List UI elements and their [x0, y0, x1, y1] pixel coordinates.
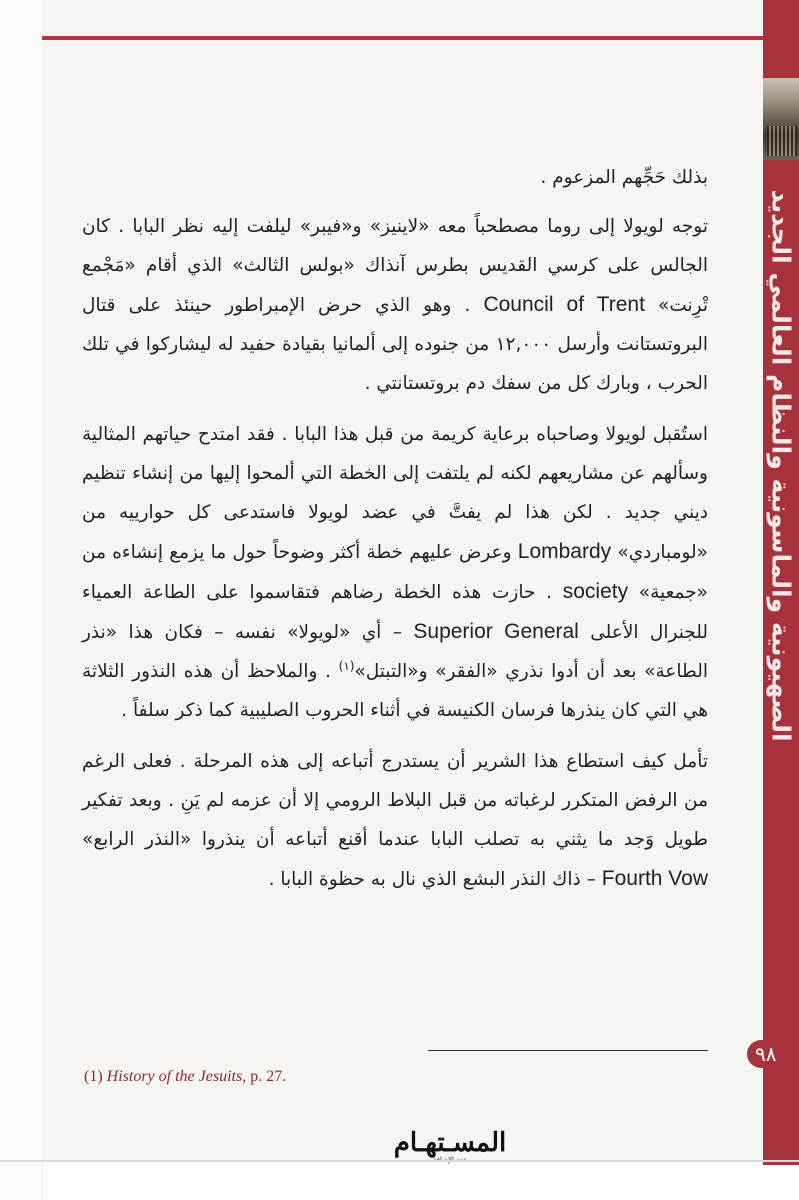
paragraph-2-part-a: استُقبل لويولا وصاحباه برعاية كريمة من قبل هذا البابا . فقد امتدح حياتهم المثالية وسألهم عن مشاريعهم لكنه لم يلتفت إلى الخطة التي ألمحوا إليها من إنشاء تنظيم ديني جديد . لكن هذا لم يفتَّ في عضد لويولا فاستدعى كل حوارييه من «لومباردي» [82, 424, 708, 563]
footnote-divider [428, 1050, 708, 1051]
footnote-page: , p. 27. [242, 1068, 287, 1085]
term-council-of-trent: Council of Trent [483, 293, 645, 316]
page-header-rule [42, 36, 766, 40]
paragraph-2-part-c: . حازت هذه الخطة رضاهم فتقاسموا على الطاعة العمياء للجنرال الأعلى [82, 582, 709, 643]
paragraph-1 [82, 207, 708, 403]
opening-line: بذلك حَجِّهم المزعوم . [540, 167, 708, 188]
footnote-reference[interactable]: (١) [338, 658, 355, 673]
scan-bottom-edge [0, 1160, 799, 1162]
spine-photo-crowd [767, 126, 797, 156]
term-lombardy: Lombardy [517, 540, 612, 563]
paragraph-1-part-a: توجه لويولا إلى روما مصطحباً معه «لاينيز» و«فيبر» ليلفت إليه نظر البابا . كان الجالس على كرسي القديس بطرس آنذاك «بولس الثالث» الذي أقام «مَجْمع تْرِنت» [82, 216, 708, 316]
watermark-logo [393, 1128, 507, 1164]
footnote [84, 1068, 286, 1086]
footnote-marker: (1) [84, 1068, 103, 1085]
paragraph-2-part-b: وعرض عليهم خطة أكثر وضوحاً حول ما يزمع إنشاءه من «جمعية» [82, 542, 708, 603]
page-number: ٩٨ [755, 1042, 777, 1066]
paragraph-1-part-b: . وهو الذي حرض الإمبراطور حينئذ على قتال البروتستانت وأرسل ١٢,٠٠٠ من جنوده إلى ألمانيا بقيادة حفيد له ليشاركوا في تلك الحرب ، وبارك كل من سفك دم بروتستانتي . [82, 295, 708, 394]
spine-title-text: الصهيونية والماسونية والنظام العالمي الجديد [766, 188, 796, 742]
term-superior-general: Superior General [413, 620, 579, 643]
scan-margin-left [0, 0, 43, 1200]
term-society: society [562, 580, 629, 603]
paragraph-3-part-b: – ذاك النذر البشع الذي نال به حظوة البابا . [268, 869, 602, 890]
page-number-tab [747, 1040, 799, 1068]
footnote-source-title: History of the Jesuits [106, 1068, 243, 1085]
paragraph-3 [82, 742, 708, 899]
paragraph-2 [82, 415, 708, 730]
paragraph-3-part-a: تأمل كيف استطاع هذا الشرير أن يستدرج أتباعه إلى هذه المرحلة . فعلى الرغم من الرفض المتكرر لرغباته من قبل البلاط الرومي إلا أن عزمه لم يَنِ . وبعد تفكير طويل وَجد ما يثني به تصلب البابا عندما أقنع أتباعه أن ينذروا «النذر الرابع» [82, 751, 708, 850]
spine-title [765, 185, 797, 745]
page-body-text [82, 158, 708, 911]
watermark-text: المسـتهـام [393, 1128, 507, 1158]
paragraph-2-part-d: – أي «لويولا» نفسه – فكان هذا «نذر الطاعة» بعد أن أدوا نذري «الفقر» و«التبتل» [82, 622, 708, 682]
paragraph-2-part-e: . والملاحظ أن هذه النذور الثلاثة هي التي كان ينذرها فرسان الكنيسة في أثناء الحروب الصليبية كما ذكر سلفاً . [82, 661, 708, 721]
term-fourth-vow: Fourth Vow [601, 867, 708, 890]
